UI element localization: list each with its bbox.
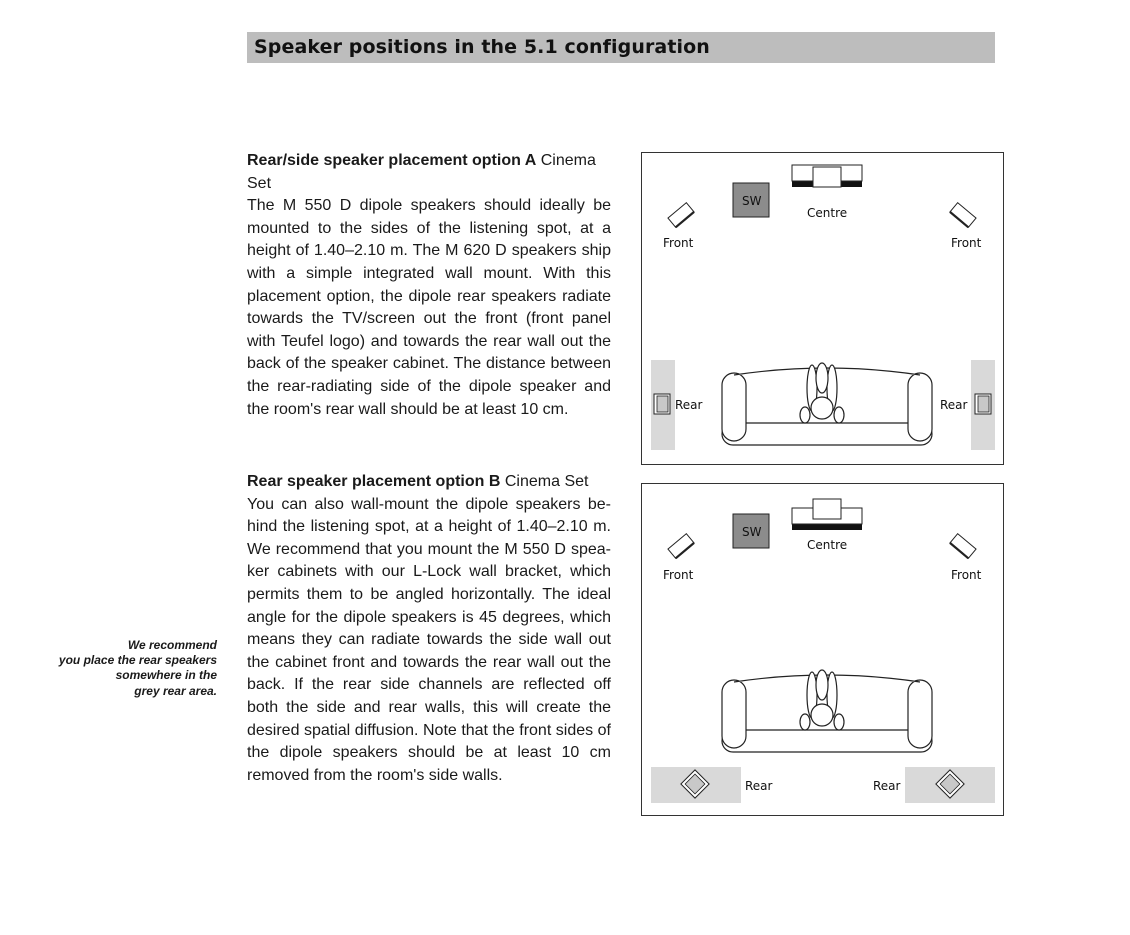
- section-a-heading-rest: Cinema Set: [247, 152, 596, 192]
- front-right-label: Front: [951, 568, 982, 582]
- front-left-label: Front: [663, 236, 694, 250]
- rear-left-label: Rear: [675, 398, 703, 412]
- rear-right-label: Rear: [873, 779, 901, 793]
- side-note: [17, 638, 217, 699]
- rear-left-speaker-icon: [654, 394, 670, 414]
- front-right-speaker-icon: [950, 203, 976, 228]
- section-a-heading-bold: Rear/side speaker placement option A: [247, 152, 537, 169]
- subwoofer-label: SW: [742, 525, 762, 539]
- section-b-body: You can also wall-mount the dipole speakers behind the listening spot, at a height of 1.40–2.10 m. We recommend that you mount the M 550 D speaker cabinets with our L-Lock wall bracket, which permits them to be angled horizontally. The ideal angle for the dipole speakers is 45 degrees, which means they can radiate towards the side wall out the cabinet front and towards the rear wall out the back. If the rear side channels are reflected off both the side and rear walls, this will create the desired spatial diffusion. Note that the front sides of the dipole speakers should be at least 10 cm removed from the room's side walls.: [247, 495, 611, 784]
- section-option-a: [247, 150, 611, 421]
- section-option-b: [247, 471, 611, 787]
- rear-left-label: Rear: [745, 779, 773, 793]
- front-right-label: Front: [951, 236, 982, 250]
- front-left-label: Front: [663, 568, 694, 582]
- centre-speaker-icon: [792, 499, 862, 530]
- title-bar: [247, 32, 995, 63]
- page-title: Speaker positions in the 5.1 configuration: [254, 36, 710, 58]
- room-diagram-a: [642, 153, 1003, 464]
- diagram-option-a: [641, 152, 1004, 465]
- side-note-line: grey rear area.: [134, 683, 217, 698]
- section-a-heading: [247, 150, 611, 195]
- centre-label: Centre: [807, 206, 848, 220]
- diagram-option-b: [641, 483, 1004, 816]
- room-diagram-b: [642, 484, 1003, 815]
- section-b-heading-bold: Rear speaker placement option B: [247, 473, 501, 490]
- centre-speaker-icon: [792, 165, 862, 187]
- centre-label: Centre: [807, 538, 848, 552]
- subwoofer-label: SW: [742, 194, 762, 208]
- section-b-heading-rest: Cinema Set: [500, 473, 589, 490]
- side-note-line: somewhere in the: [115, 668, 217, 683]
- section-a-body: The M 550 D dipole speakers should ideally be mounted to the sides of the listening spot, at a height of 1.40–2.10 m. The M 620 D speakers ship with a simple integrated wall mount. With this placement option, the dipole rear speakers radiate towards the TV/screen out the front (front panel with Teufel logo) and towards the rear wall out the back of the speaker cabinet. The distance between the rear-radiating side of the dipole speaker and the room's rear wall should be at least 10 cm.: [247, 197, 611, 418]
- front-left-speaker-icon: [668, 203, 694, 228]
- side-note-line: We recommend: [127, 638, 217, 652]
- front-left-speaker-icon: [668, 534, 694, 559]
- side-note-line: you place the rear speakers: [58, 653, 217, 668]
- rear-right-label: Rear: [940, 398, 968, 412]
- section-b-heading: [247, 471, 611, 494]
- rear-right-speaker-icon: [975, 394, 991, 414]
- front-right-speaker-icon: [950, 534, 976, 559]
